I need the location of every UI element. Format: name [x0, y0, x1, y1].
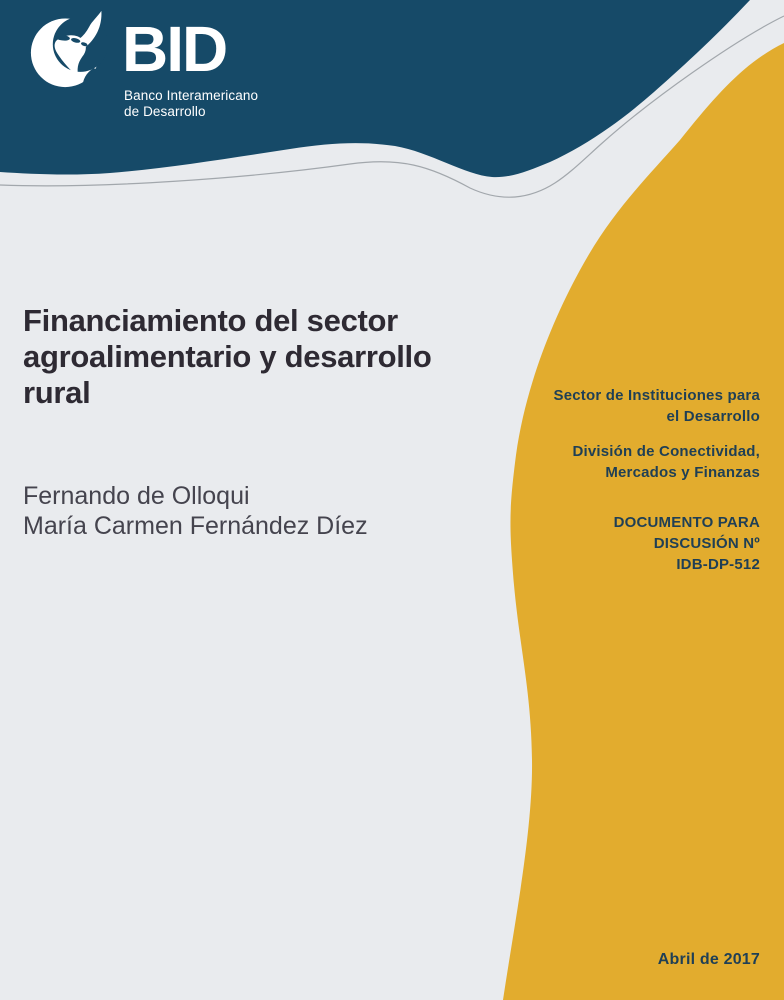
document-title: [23, 303, 543, 411]
division-line: División de Conectividad,: [572, 443, 760, 460]
division-line: Mercados y Finanzas: [605, 464, 760, 481]
publication-date: Abril de 2017: [657, 951, 760, 968]
bid-leaf-globe-icon: [30, 9, 108, 89]
publication-info: [480, 385, 760, 575]
tagline-line: Banco Interamericano: [124, 88, 259, 103]
document-line: DISCUSIÓN Nº: [653, 535, 760, 552]
title-line: Financiamiento del sector: [23, 303, 398, 338]
document-line: IDB-DP-512: [676, 556, 760, 573]
bid-tagline: [124, 88, 258, 119]
division-label: [480, 441, 760, 483]
author-list: [23, 481, 503, 541]
tagline-line: de Desarrollo: [124, 103, 206, 119]
bid-wordmark: BID: [122, 13, 227, 85]
sector-line: el Desarrollo: [666, 408, 760, 425]
title-line: rural: [23, 375, 91, 410]
bid-logo: [30, 9, 360, 119]
document-line: DOCUMENTO PARA: [613, 514, 760, 531]
title-line: agroalimentario y desarrollo: [23, 339, 432, 374]
author-name: María Carmen Fernández Díez: [23, 512, 368, 540]
author-name: Fernando de Olloqui: [23, 482, 250, 510]
document-number-label: [480, 512, 760, 575]
sector-label: [480, 385, 760, 427]
sector-line: Sector de Instituciones para: [553, 387, 760, 404]
